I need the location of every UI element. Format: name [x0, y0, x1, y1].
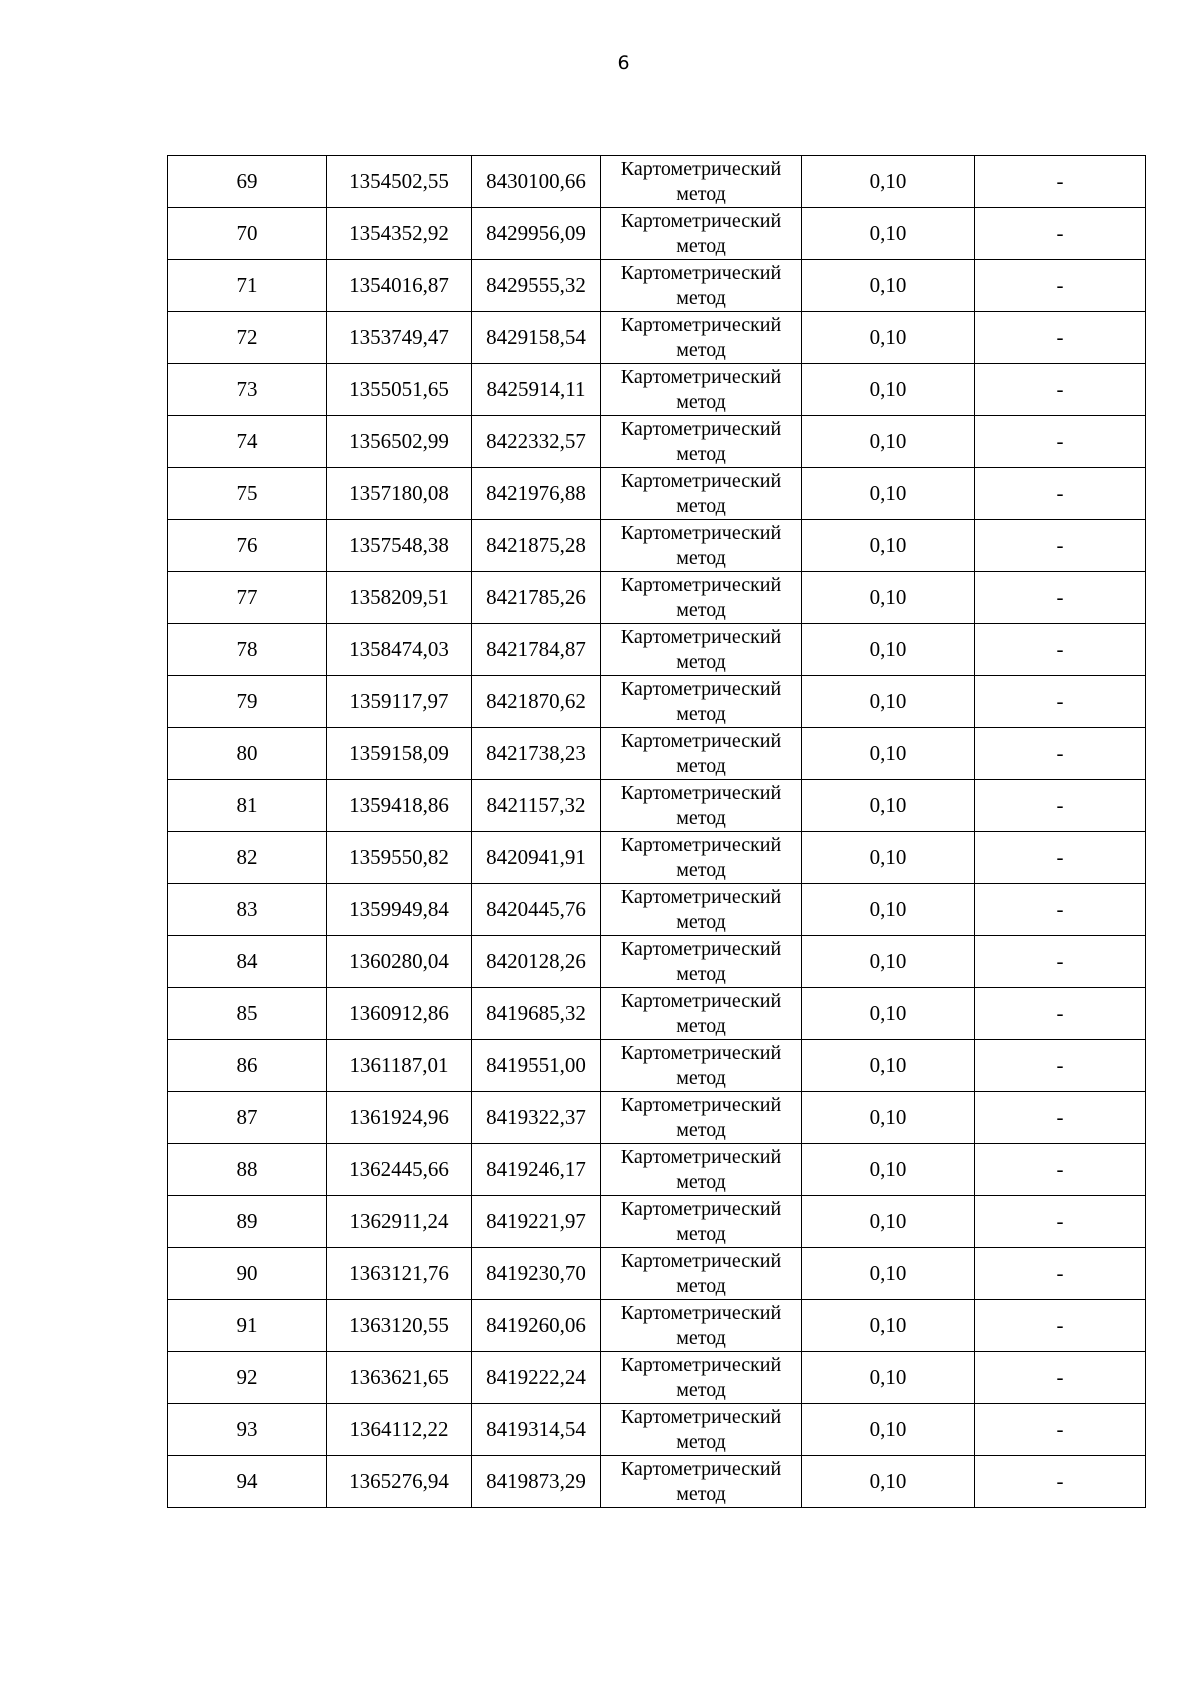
method-cell — [601, 208, 802, 260]
method-cell — [601, 312, 802, 364]
precision-cell: 0,10 — [802, 312, 975, 364]
method-cell — [601, 1404, 802, 1456]
x-coordinate-cell: 1363621,65 — [327, 1352, 472, 1404]
table-row — [168, 1196, 1146, 1248]
y-coordinate-cell: 8419551,00 — [472, 1040, 601, 1092]
method-label-line1: Картометрический — [620, 990, 782, 1012]
point-number-cell: 79 — [168, 676, 327, 728]
method-label-line1: Картометрический — [620, 730, 782, 752]
page-number: 6 — [617, 52, 630, 74]
method-label-line2: метод — [676, 1119, 726, 1141]
method-label-line2: метод — [676, 807, 726, 829]
precision-cell: 0,10 — [802, 624, 975, 676]
point-number-cell: 84 — [168, 936, 327, 988]
method-cell — [601, 1248, 802, 1300]
y-coordinate-cell: 8419314,54 — [472, 1404, 601, 1456]
precision-cell: 0,10 — [802, 780, 975, 832]
note-cell: - — [975, 260, 1146, 312]
method-label-line2: метод — [676, 1379, 726, 1401]
table-row — [168, 1456, 1146, 1508]
y-coordinate-cell: 8421738,23 — [472, 728, 601, 780]
method-label-line2: метод — [676, 1223, 726, 1245]
method-label-line1: Картометрический — [620, 1406, 782, 1428]
table-row — [168, 364, 1146, 416]
table-row — [168, 832, 1146, 884]
x-coordinate-cell: 1354016,87 — [327, 260, 472, 312]
y-coordinate-cell: 8419260,06 — [472, 1300, 601, 1352]
x-coordinate-cell: 1359949,84 — [327, 884, 472, 936]
method-label-line2: метод — [676, 339, 726, 361]
point-number-cell: 80 — [168, 728, 327, 780]
table-row — [168, 988, 1146, 1040]
note-cell: - — [975, 416, 1146, 468]
x-coordinate-cell: 1353749,47 — [327, 312, 472, 364]
method-label-line2: метод — [676, 495, 726, 517]
precision-cell: 0,10 — [802, 936, 975, 988]
point-number-cell: 87 — [168, 1092, 327, 1144]
method-label-line1: Картометрический — [620, 834, 782, 856]
note-cell: - — [975, 676, 1146, 728]
point-number-cell: 94 — [168, 1456, 327, 1508]
table-row — [168, 416, 1146, 468]
table-row — [168, 1144, 1146, 1196]
method-cell — [601, 520, 802, 572]
method-cell — [601, 1352, 802, 1404]
y-coordinate-cell: 8420941,91 — [472, 832, 601, 884]
method-label-line1: Картометрический — [620, 314, 782, 336]
method-cell — [601, 676, 802, 728]
point-number-cell: 69 — [168, 156, 327, 208]
method-label-line1: Картометрический — [620, 626, 782, 648]
y-coordinate-cell: 8420128,26 — [472, 936, 601, 988]
precision-cell: 0,10 — [802, 1040, 975, 1092]
method-label-line2: метод — [676, 599, 726, 621]
note-cell: - — [975, 156, 1146, 208]
table-row — [168, 312, 1146, 364]
method-label-line2: метод — [676, 859, 726, 881]
method-label-line1: Картометрический — [620, 158, 782, 180]
y-coordinate-cell: 8422332,57 — [472, 416, 601, 468]
note-cell: - — [975, 1300, 1146, 1352]
note-cell: - — [975, 988, 1146, 1040]
note-cell: - — [975, 936, 1146, 988]
y-coordinate-cell: 8419222,24 — [472, 1352, 601, 1404]
method-cell — [601, 988, 802, 1040]
x-coordinate-cell: 1360912,86 — [327, 988, 472, 1040]
precision-cell: 0,10 — [802, 1352, 975, 1404]
x-coordinate-cell: 1361924,96 — [327, 1092, 472, 1144]
method-label-line1: Картометрический — [620, 574, 782, 596]
x-coordinate-cell: 1357548,38 — [327, 520, 472, 572]
table-row — [168, 572, 1146, 624]
table-row — [168, 1352, 1146, 1404]
method-cell — [601, 884, 802, 936]
table-row — [168, 676, 1146, 728]
y-coordinate-cell: 8421976,88 — [472, 468, 601, 520]
method-label-line2: метод — [676, 1275, 726, 1297]
point-number-cell: 83 — [168, 884, 327, 936]
method-cell — [601, 1300, 802, 1352]
y-coordinate-cell: 8421785,26 — [472, 572, 601, 624]
note-cell: - — [975, 572, 1146, 624]
method-label-line1: Картометрический — [620, 1302, 782, 1324]
note-cell: - — [975, 520, 1146, 572]
precision-cell: 0,10 — [802, 832, 975, 884]
point-number-cell: 88 — [168, 1144, 327, 1196]
method-label-line1: Картометрический — [620, 678, 782, 700]
method-label-line2: метод — [676, 443, 726, 465]
method-label-line1: Картометрический — [620, 1042, 782, 1064]
precision-cell: 0,10 — [802, 260, 975, 312]
precision-cell: 0,10 — [802, 416, 975, 468]
precision-cell: 0,10 — [802, 676, 975, 728]
x-coordinate-cell: 1359418,86 — [327, 780, 472, 832]
method-label-line2: метод — [676, 547, 726, 569]
point-number-cell: 71 — [168, 260, 327, 312]
table-row — [168, 780, 1146, 832]
method-cell — [601, 624, 802, 676]
method-label-line1: Картометрический — [620, 938, 782, 960]
method-label-line2: метод — [676, 235, 726, 257]
method-cell — [601, 416, 802, 468]
method-cell — [601, 1456, 802, 1508]
method-label-line1: Картометрический — [620, 210, 782, 232]
y-coordinate-cell: 8419685,32 — [472, 988, 601, 1040]
y-coordinate-cell: 8430100,66 — [472, 156, 601, 208]
y-coordinate-cell: 8429555,32 — [472, 260, 601, 312]
method-label-line2: метод — [676, 1327, 726, 1349]
method-cell — [601, 364, 802, 416]
x-coordinate-cell: 1364112,22 — [327, 1404, 472, 1456]
table-row — [168, 208, 1146, 260]
table-row — [168, 156, 1146, 208]
method-cell — [601, 1092, 802, 1144]
x-coordinate-cell: 1363121,76 — [327, 1248, 472, 1300]
method-label-line2: метод — [676, 183, 726, 205]
note-cell: - — [975, 884, 1146, 936]
precision-cell: 0,10 — [802, 468, 975, 520]
method-cell — [601, 156, 802, 208]
method-cell — [601, 1144, 802, 1196]
note-cell: - — [975, 364, 1146, 416]
method-cell — [601, 936, 802, 988]
coordinates-table — [167, 155, 1146, 1508]
x-coordinate-cell: 1359550,82 — [327, 832, 472, 884]
table-row — [168, 1040, 1146, 1092]
x-coordinate-cell: 1362911,24 — [327, 1196, 472, 1248]
table-row — [168, 1248, 1146, 1300]
x-coordinate-cell: 1363120,55 — [327, 1300, 472, 1352]
x-coordinate-cell: 1359158,09 — [327, 728, 472, 780]
method-cell — [601, 468, 802, 520]
precision-cell: 0,10 — [802, 520, 975, 572]
point-number-cell: 76 — [168, 520, 327, 572]
note-cell: - — [975, 468, 1146, 520]
x-coordinate-cell: 1358209,51 — [327, 572, 472, 624]
method-label-line2: метод — [676, 1171, 726, 1193]
method-cell — [601, 832, 802, 884]
point-number-cell: 72 — [168, 312, 327, 364]
precision-cell: 0,10 — [802, 1404, 975, 1456]
y-coordinate-cell: 8419221,97 — [472, 1196, 601, 1248]
table-row — [168, 936, 1146, 988]
precision-cell: 0,10 — [802, 1300, 975, 1352]
precision-cell: 0,10 — [802, 1248, 975, 1300]
method-label-line1: Картометрический — [620, 262, 782, 284]
y-coordinate-cell: 8419246,17 — [472, 1144, 601, 1196]
point-number-cell: 90 — [168, 1248, 327, 1300]
x-coordinate-cell: 1354502,55 — [327, 156, 472, 208]
point-number-cell: 89 — [168, 1196, 327, 1248]
method-label-line1: Картометрический — [620, 1198, 782, 1220]
point-number-cell: 74 — [168, 416, 327, 468]
method-label-line1: Картометрический — [620, 522, 782, 544]
table-row — [168, 624, 1146, 676]
method-cell — [601, 780, 802, 832]
method-label-line2: метод — [676, 963, 726, 985]
precision-cell: 0,10 — [802, 728, 975, 780]
point-number-cell: 78 — [168, 624, 327, 676]
table-row — [168, 520, 1146, 572]
method-label-line1: Картометрический — [620, 1094, 782, 1116]
y-coordinate-cell: 8419873,29 — [472, 1456, 601, 1508]
point-number-cell: 92 — [168, 1352, 327, 1404]
x-coordinate-cell: 1358474,03 — [327, 624, 472, 676]
method-label-line2: метод — [676, 703, 726, 725]
precision-cell: 0,10 — [802, 884, 975, 936]
note-cell: - — [975, 1248, 1146, 1300]
method-label-line1: Картометрический — [620, 1146, 782, 1168]
method-cell — [601, 1040, 802, 1092]
point-number-cell: 73 — [168, 364, 327, 416]
note-cell: - — [975, 1196, 1146, 1248]
precision-cell: 0,10 — [802, 572, 975, 624]
precision-cell: 0,10 — [802, 1196, 975, 1248]
method-label-line2: метод — [676, 287, 726, 309]
table-row — [168, 1404, 1146, 1456]
method-label-line2: метод — [676, 391, 726, 413]
method-label-line1: Картометрический — [620, 1250, 782, 1272]
y-coordinate-cell: 8421157,32 — [472, 780, 601, 832]
point-number-cell: 93 — [168, 1404, 327, 1456]
precision-cell: 0,10 — [802, 364, 975, 416]
precision-cell: 0,10 — [802, 1092, 975, 1144]
y-coordinate-cell: 8420445,76 — [472, 884, 601, 936]
method-cell — [601, 260, 802, 312]
precision-cell: 0,10 — [802, 1456, 975, 1508]
method-label-line2: метод — [676, 1067, 726, 1089]
y-coordinate-cell: 8421875,28 — [472, 520, 601, 572]
method-cell — [601, 728, 802, 780]
method-label-line2: метод — [676, 1431, 726, 1453]
x-coordinate-cell: 1356502,99 — [327, 416, 472, 468]
method-label-line1: Картометрический — [620, 886, 782, 908]
method-label-line1: Картометрический — [620, 782, 782, 804]
y-coordinate-cell: 8429158,54 — [472, 312, 601, 364]
coordinates-table-body — [168, 156, 1146, 1508]
table-row — [168, 1300, 1146, 1352]
table-row — [168, 260, 1146, 312]
table-row — [168, 1092, 1146, 1144]
y-coordinate-cell: 8419230,70 — [472, 1248, 601, 1300]
y-coordinate-cell: 8421870,62 — [472, 676, 601, 728]
point-number-cell: 70 — [168, 208, 327, 260]
table-row — [168, 884, 1146, 936]
note-cell: - — [975, 1092, 1146, 1144]
method-label-line1: Картометрический — [620, 1458, 782, 1480]
note-cell: - — [975, 312, 1146, 364]
method-label-line2: метод — [676, 1015, 726, 1037]
note-cell: - — [975, 1404, 1146, 1456]
note-cell: - — [975, 780, 1146, 832]
x-coordinate-cell: 1354352,92 — [327, 208, 472, 260]
x-coordinate-cell: 1361187,01 — [327, 1040, 472, 1092]
method-label-line2: метод — [676, 755, 726, 777]
method-cell — [601, 1196, 802, 1248]
method-label-line2: метод — [676, 911, 726, 933]
method-label-line1: Картометрический — [620, 1354, 782, 1376]
note-cell: - — [975, 208, 1146, 260]
point-number-cell: 75 — [168, 468, 327, 520]
precision-cell: 0,10 — [802, 1144, 975, 1196]
x-coordinate-cell: 1362445,66 — [327, 1144, 472, 1196]
note-cell: - — [975, 624, 1146, 676]
note-cell: - — [975, 832, 1146, 884]
note-cell: - — [975, 728, 1146, 780]
y-coordinate-cell: 8425914,11 — [472, 364, 601, 416]
point-number-cell: 86 — [168, 1040, 327, 1092]
method-label-line1: Картометрический — [620, 366, 782, 388]
y-coordinate-cell: 8429956,09 — [472, 208, 601, 260]
point-number-cell: 82 — [168, 832, 327, 884]
table-row — [168, 728, 1146, 780]
y-coordinate-cell: 8419322,37 — [472, 1092, 601, 1144]
x-coordinate-cell: 1357180,08 — [327, 468, 472, 520]
x-coordinate-cell: 1365276,94 — [327, 1456, 472, 1508]
precision-cell: 0,10 — [802, 156, 975, 208]
point-number-cell: 81 — [168, 780, 327, 832]
method-cell — [601, 572, 802, 624]
method-label-line2: метод — [676, 1483, 726, 1505]
method-label-line1: Картометрический — [620, 418, 782, 440]
point-number-cell: 91 — [168, 1300, 327, 1352]
y-coordinate-cell: 8421784,87 — [472, 624, 601, 676]
precision-cell: 0,10 — [802, 988, 975, 1040]
note-cell: - — [975, 1456, 1146, 1508]
method-label-line1: Картометрический — [620, 470, 782, 492]
x-coordinate-cell: 1359117,97 — [327, 676, 472, 728]
note-cell: - — [975, 1040, 1146, 1092]
note-cell: - — [975, 1144, 1146, 1196]
x-coordinate-cell: 1360280,04 — [327, 936, 472, 988]
method-label-line2: метод — [676, 651, 726, 673]
x-coordinate-cell: 1355051,65 — [327, 364, 472, 416]
point-number-cell: 85 — [168, 988, 327, 1040]
point-number-cell: 77 — [168, 572, 327, 624]
note-cell: - — [975, 1352, 1146, 1404]
table-row — [168, 468, 1146, 520]
precision-cell: 0,10 — [802, 208, 975, 260]
